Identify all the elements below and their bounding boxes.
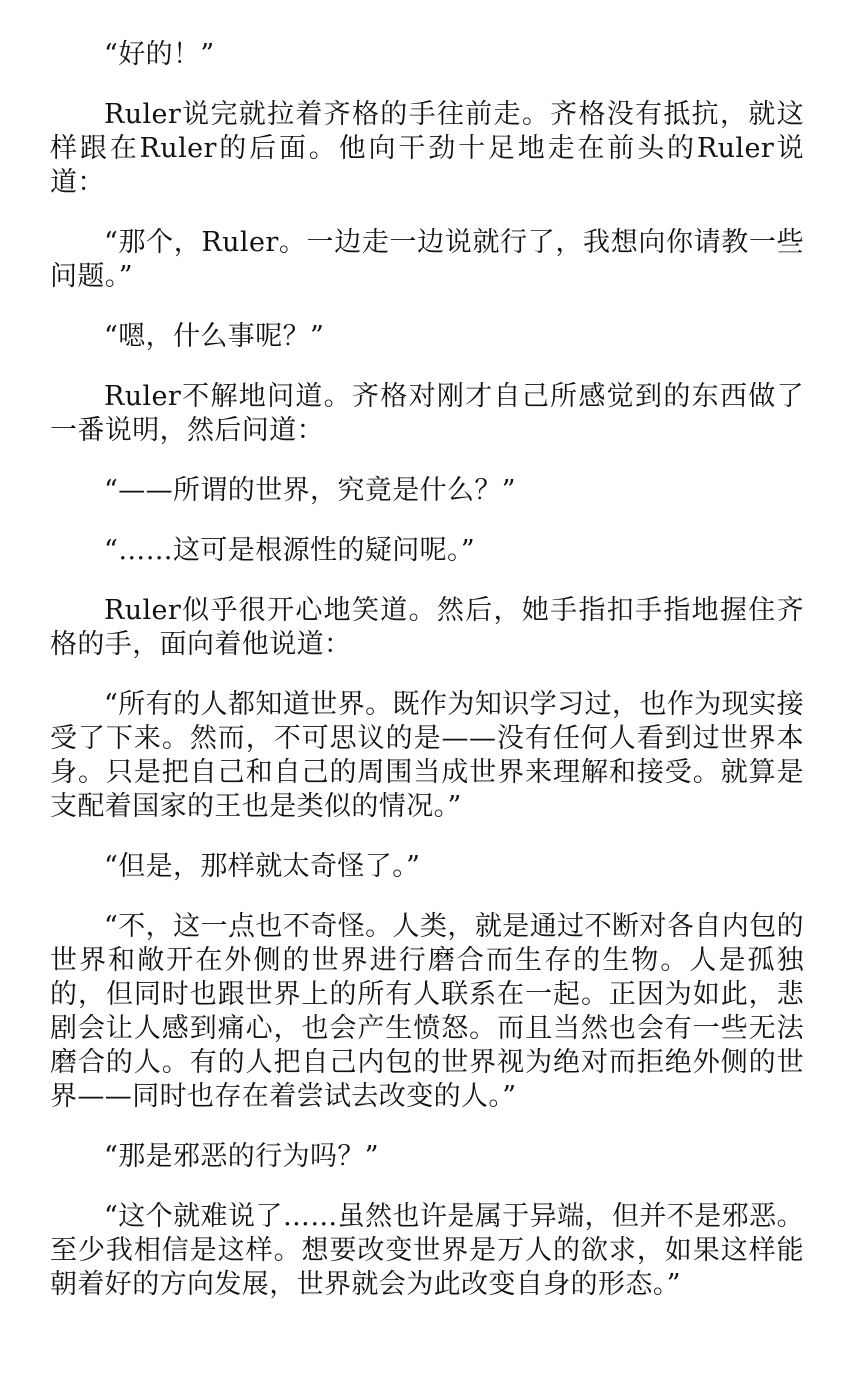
paragraph: Ruler似乎很开心地笑道。然后，她手指扣手指地握住齐格的手，面向着他说道： <box>50 595 804 660</box>
paragraph: “——所谓的世界，究竟是什么？” <box>104 475 517 506</box>
paragraph: Ruler说完就拉着齐格的手往前走。齐格没有抵抗，就这样跟在Ruler的后面。他向干劲十足地走在前头的Ruler说道： <box>50 99 804 198</box>
paragraph: “那个，Ruler。一边走一边说就行了，我想向你请教一些问题。” <box>50 227 804 292</box>
paragraph: “所有的人都知道世界。既作为知识学习过，也作为现实接受了下来。然而，不可思议的是——没有任何人看到过世界本身。只是把自己和自己的周围当成世界来理解和接受。就算是支配着国家的王也是类似的情况。” <box>50 689 804 822</box>
paragraph: “……这可是根源性的疑问呢。” <box>104 535 476 566</box>
paragraph: “但是，那样就太奇怪了。” <box>104 851 421 882</box>
document-page <box>50 38 804 1302</box>
paragraph: “好的！” <box>104 39 215 70</box>
paragraph: “那是邪恶的行为吗？” <box>104 1141 380 1172</box>
paragraph: Ruler不解地问道。齐格对刚才自己所感觉到的东西做了一番说明，然后问道： <box>50 381 804 446</box>
paragraph: “这个就难说了……虽然也许是属于异端，但并不是邪恶。至少我相信是这样。想要改变世界是万人的欲求，如果这样能朝着好的方向发展，世界就会为此改变自身的形态。” <box>50 1201 804 1300</box>
paragraph: “不，这一点也不奇怪。人类，就是通过不断对各自内包的世界和敞开在外侧的世界进行磨合而生存的生物。人是孤独的，但同时也跟世界上的所有人联系在一起。正因为如此，悲剧会让人感到痛心，也会产生愤怒。而且当然也会有一些无法磨合的人。有的人把自己内包的世界视为绝对而拒绝外侧的世界——同时也存在着尝试去改变的人。” <box>50 911 804 1112</box>
paragraph: “嗯，什么事呢？” <box>104 321 325 352</box>
